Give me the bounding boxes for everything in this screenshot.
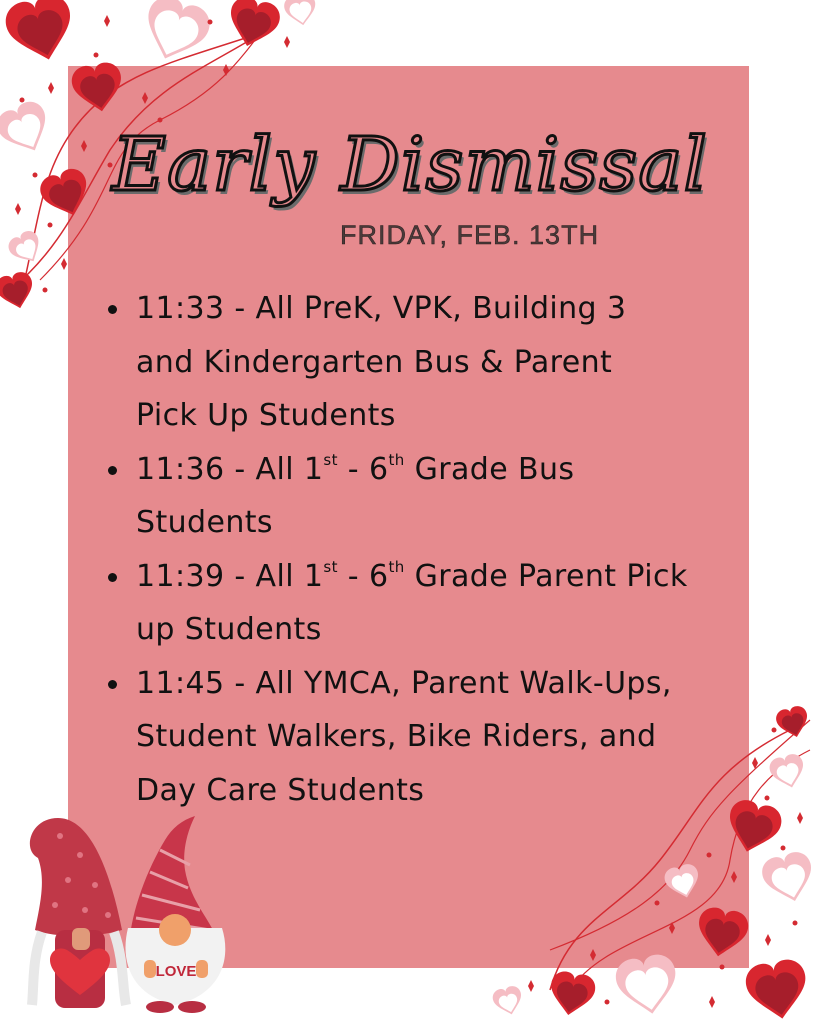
schedule-text: 11:39 - All 1	[136, 558, 324, 594]
schedule-line: 11:33 - All PreK, VPK, Building 3	[136, 291, 627, 326]
event-date: FRIDAY, FEB. 13TH	[340, 220, 600, 250]
bullet-icon	[108, 305, 117, 314]
bullet-icon	[108, 466, 117, 475]
schedule-line: Pick Up Students	[136, 398, 396, 433]
ordinal-suffix: th	[388, 557, 405, 576]
gnome-love-sign: LOVE	[155, 963, 197, 980]
schedule-item-1139	[104, 550, 754, 657]
schedule-text: - 6	[337, 451, 389, 487]
schedule-line: Day Care Students	[136, 772, 425, 808]
ordinal-suffix: st	[323, 557, 338, 576]
schedule-text: Grade Parent Pick	[404, 558, 688, 594]
ordinal-suffix: th	[388, 450, 405, 469]
bullet-icon	[108, 573, 117, 582]
schedule-item-1136	[104, 443, 754, 550]
schedule-line: Students	[136, 505, 273, 540]
schedule-item-1133	[104, 282, 754, 443]
dismissal-schedule	[104, 282, 754, 817]
schedule-text: 11:36 - All 1	[136, 451, 324, 487]
schedule-line: 11:45 - All YMCA, Parent Walk-Ups,	[136, 665, 672, 701]
schedule-text: Grade Bus	[404, 451, 575, 487]
ordinal-suffix: st	[323, 450, 338, 469]
schedule-line: up Students	[136, 612, 322, 647]
schedule-line: Student Walkers, Bike Riders, and	[136, 719, 657, 754]
schedule-line: and Kindergarten Bus & Parent	[136, 344, 613, 380]
schedule-text: - 6	[337, 558, 389, 594]
valentine-gnomes-icon	[10, 810, 250, 1015]
bullet-icon	[108, 680, 117, 689]
schedule-item-1145	[104, 657, 754, 818]
page-title: Early Dismissal	[111, 122, 709, 208]
